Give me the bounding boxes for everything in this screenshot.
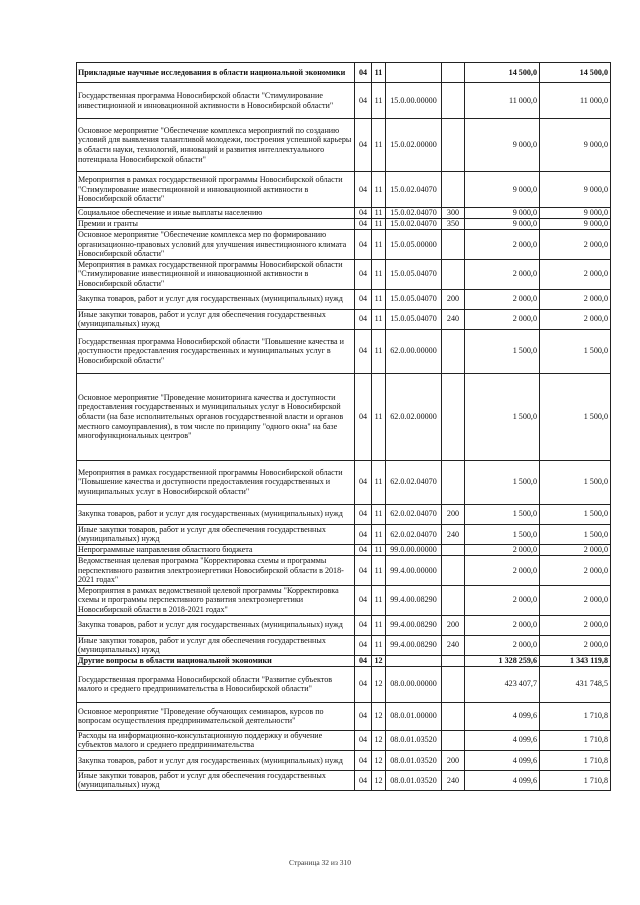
row-section: 04	[355, 83, 372, 119]
table-row	[77, 750, 611, 770]
row-name: Основное мероприятие "Обеспечение комплекса мероприятий по созданию условий для выявления талантливой молодежи, построения успешной карьеры в области науки, технологий, инноваций и развития интеллектуального потенциала Новосибирской области"	[77, 119, 355, 172]
row-amount-2020: 4 099,6	[465, 770, 540, 790]
row-section: 04	[355, 119, 372, 172]
row-amount-2021: 1 710,8	[540, 750, 611, 770]
row-amount-2020: 2 000,0	[465, 289, 540, 309]
table-row	[77, 289, 611, 309]
table-row	[77, 770, 611, 790]
row-expense-type	[442, 585, 465, 615]
row-amount-2021: 2 000,0	[540, 585, 611, 615]
row-expense-type: 200	[442, 615, 465, 635]
row-target-article: 08.0.00.00000	[386, 666, 442, 702]
row-section: 04	[355, 289, 372, 309]
row-subsection: 11	[372, 259, 386, 289]
row-section: 04	[355, 373, 372, 460]
row-amount-2020: 2 000,0	[465, 555, 540, 585]
row-subsection: 11	[372, 219, 386, 230]
row-amount-2020: 1 500,0	[465, 504, 540, 524]
row-section: 04	[355, 555, 372, 585]
row-name: Ведомственная целевая программа "Корректировка схемы и программы перспективного развития электроэнергетики Новосибирской области в 2018-2021 годах"	[77, 555, 355, 585]
table-row	[77, 460, 611, 504]
row-target-article: 99.4.00.08290	[386, 635, 442, 655]
row-name: Государственная программа Новосибирской области "Развитие субъектов малого и среднего предпринимательства в Новосибирской области"	[77, 666, 355, 702]
row-subsection: 11	[372, 615, 386, 635]
row-amount-2021: 1 500,0	[540, 504, 611, 524]
row-name: Закупка товаров, работ и услуг для государственных (муниципальных) нужд	[77, 615, 355, 635]
row-expense-type	[442, 259, 465, 289]
row-target-article: 99.4.00.00000	[386, 555, 442, 585]
row-target-article: 99.0.00.00000	[386, 544, 442, 555]
row-expense-type	[442, 373, 465, 460]
row-name: Премии и гранты	[77, 219, 355, 230]
row-name: Иные закупки товаров, работ и услуг для обеспечения государственных (муниципальных) нужд	[77, 524, 355, 544]
row-amount-2021: 9 000,0	[540, 208, 611, 219]
row-expense-type	[442, 63, 465, 83]
row-target-article: 15.0.05.04070	[386, 309, 442, 329]
row-amount-2020: 4 099,6	[465, 702, 540, 730]
row-amount-2021: 431 748,5	[540, 666, 611, 702]
row-subsection: 11	[372, 555, 386, 585]
row-expense-type	[442, 83, 465, 119]
row-amount-2020: 2 000,0	[465, 544, 540, 555]
table-row	[77, 309, 611, 329]
row-amount-2021: 1 710,8	[540, 730, 611, 750]
row-subsection: 11	[372, 309, 386, 329]
row-expense-type: 200	[442, 289, 465, 309]
row-name: Закупка товаров, работ и услуг для государственных (муниципальных) нужд	[77, 750, 355, 770]
row-subsection: 11	[372, 230, 386, 260]
row-section: 04	[355, 219, 372, 230]
row-expense-type	[442, 730, 465, 750]
row-amount-2021: 2 000,0	[540, 230, 611, 260]
row-section: 04	[355, 730, 372, 750]
row-name: Другие вопросы в области национальной экономики	[77, 655, 355, 666]
row-section: 04	[355, 504, 372, 524]
row-name: Государственная программа Новосибирской области "Повышение качества и доступности предоставления государственных и муниципальных услуг в Новосибирской области"	[77, 329, 355, 373]
row-subsection: 11	[372, 208, 386, 219]
row-name: Закупка товаров, работ и услуг для государственных (муниципальных) нужд	[77, 289, 355, 309]
row-subsection: 11	[372, 504, 386, 524]
row-expense-type: 240	[442, 635, 465, 655]
table-row	[77, 230, 611, 260]
table-row	[77, 585, 611, 615]
budget-table	[76, 62, 611, 791]
row-target-article	[386, 63, 442, 83]
row-section: 04	[355, 259, 372, 289]
row-subsection: 11	[372, 460, 386, 504]
row-subsection: 11	[372, 289, 386, 309]
row-target-article: 62.0.02.04070	[386, 460, 442, 504]
table-row	[77, 524, 611, 544]
row-name: Закупка товаров, работ и услуг для государственных (муниципальных) нужд	[77, 504, 355, 524]
row-target-article: 08.0.01.03520	[386, 770, 442, 790]
row-expense-type	[442, 329, 465, 373]
row-amount-2020: 2 000,0	[465, 635, 540, 655]
table-row	[77, 119, 611, 172]
row-amount-2020: 9 000,0	[465, 119, 540, 172]
row-target-article: 08.0.01.03520	[386, 730, 442, 750]
row-amount-2021: 1 343 119,8	[540, 655, 611, 666]
row-target-article: 08.0.01.03520	[386, 750, 442, 770]
row-target-article: 62.0.00.00000	[386, 329, 442, 373]
row-amount-2021: 2 000,0	[540, 635, 611, 655]
row-name: Иные закупки товаров, работ и услуг для обеспечения государственных (муниципальных) нужд	[77, 635, 355, 655]
row-section: 04	[355, 655, 372, 666]
row-expense-type: 240	[442, 309, 465, 329]
page-footer	[0, 858, 640, 867]
row-name: Мероприятия в рамках государственной программы Новосибирской области "Повышение качества и доступности предоставления государственных и муниципальных услуг в Новосибирской области"	[77, 460, 355, 504]
row-amount-2021: 2 000,0	[540, 555, 611, 585]
row-subsection: 12	[372, 655, 386, 666]
table-row	[77, 702, 611, 730]
row-amount-2021: 2 000,0	[540, 259, 611, 289]
row-section: 04	[355, 585, 372, 615]
row-amount-2020: 9 000,0	[465, 219, 540, 230]
table-row	[77, 730, 611, 750]
row-expense-type: 200	[442, 750, 465, 770]
row-amount-2021: 1 500,0	[540, 373, 611, 460]
row-section: 04	[355, 230, 372, 260]
row-subsection: 12	[372, 750, 386, 770]
row-target-article: 62.0.02.00000	[386, 373, 442, 460]
row-amount-2021: 1 500,0	[540, 524, 611, 544]
row-target-article: 15.0.05.04070	[386, 289, 442, 309]
row-amount-2020: 1 500,0	[465, 524, 540, 544]
row-target-article: 99.4.00.08290	[386, 615, 442, 635]
row-name: Иные закупки товаров, работ и услуг для обеспечения государственных (муниципальных) нужд	[77, 309, 355, 329]
row-amount-2020: 423 407,7	[465, 666, 540, 702]
table-row	[77, 373, 611, 460]
row-name: Основное мероприятие "Проведение обучающих семинаров, курсов по вопросам осуществления предпринимательской деятельности"	[77, 702, 355, 730]
row-expense-type	[442, 119, 465, 172]
row-expense-type: 300	[442, 208, 465, 219]
row-name: Государственная программа Новосибирской области "Стимулирование инвестиционной и инновационной активности в Новосибирской области"	[77, 83, 355, 119]
row-amount-2021: 1 710,8	[540, 770, 611, 790]
budget-table-container	[76, 62, 610, 791]
row-expense-type	[442, 666, 465, 702]
row-section: 04	[355, 309, 372, 329]
row-amount-2020: 2 000,0	[465, 259, 540, 289]
table-row	[77, 635, 611, 655]
row-section: 04	[355, 635, 372, 655]
row-target-article: 62.0.02.04070	[386, 524, 442, 544]
row-amount-2020: 1 328 259,6	[465, 655, 540, 666]
row-section: 04	[355, 524, 372, 544]
row-amount-2021: 2 000,0	[540, 309, 611, 329]
row-name: Мероприятия в рамках государственной программы Новосибирской области "Стимулирование инвестиционной и инновационной активности в Новосибирской области"	[77, 259, 355, 289]
row-target-article: 62.0.02.04070	[386, 504, 442, 524]
row-target-article: 99.4.00.08290	[386, 585, 442, 615]
row-name: Иные закупки товаров, работ и услуг для обеспечения государственных (муниципальных) нужд	[77, 770, 355, 790]
table-row	[77, 219, 611, 230]
row-target-article: 15.0.02.04070	[386, 219, 442, 230]
row-amount-2021: 2 000,0	[540, 289, 611, 309]
row-expense-type	[442, 172, 465, 208]
table-row	[77, 259, 611, 289]
row-subsection: 12	[372, 730, 386, 750]
row-amount-2020: 1 500,0	[465, 373, 540, 460]
row-amount-2021: 2 000,0	[540, 544, 611, 555]
row-expense-type	[442, 544, 465, 555]
row-subsection: 11	[372, 63, 386, 83]
row-target-article	[386, 655, 442, 666]
row-subsection: 11	[372, 635, 386, 655]
row-expense-type	[442, 655, 465, 666]
row-amount-2021: 14 500,0	[540, 63, 611, 83]
table-row	[77, 63, 611, 83]
row-section: 04	[355, 329, 372, 373]
row-section: 04	[355, 770, 372, 790]
row-section: 04	[355, 544, 372, 555]
table-row	[77, 329, 611, 373]
row-expense-type: 350	[442, 219, 465, 230]
row-amount-2021: 9 000,0	[540, 119, 611, 172]
row-subsection: 11	[372, 544, 386, 555]
row-name: Непрограммные направления областного бюджета	[77, 544, 355, 555]
row-target-article: 08.0.01.00000	[386, 702, 442, 730]
row-subsection: 12	[372, 666, 386, 702]
row-amount-2020: 9 000,0	[465, 208, 540, 219]
row-subsection: 11	[372, 585, 386, 615]
row-subsection: 11	[372, 83, 386, 119]
row-amount-2020: 9 000,0	[465, 172, 540, 208]
row-section: 04	[355, 750, 372, 770]
table-row	[77, 655, 611, 666]
row-name: Мероприятия в рамках ведомственной целевой программы "Корректировка схемы и программы перспективного развития электроэнергетики Новосибирской области в 2018-2021 годах"	[77, 585, 355, 615]
row-subsection: 11	[372, 119, 386, 172]
row-name: Социальное обеспечение и иные выплаты населению	[77, 208, 355, 219]
row-section: 04	[355, 63, 372, 83]
row-expense-type: 240	[442, 524, 465, 544]
row-amount-2020: 4 099,6	[465, 730, 540, 750]
row-amount-2020: 1 500,0	[465, 329, 540, 373]
row-amount-2021: 1 710,8	[540, 702, 611, 730]
table-row	[77, 172, 611, 208]
row-expense-type	[442, 230, 465, 260]
row-amount-2020: 2 000,0	[465, 585, 540, 615]
row-target-article: 15.0.02.04070	[386, 172, 442, 208]
row-expense-type	[442, 460, 465, 504]
row-subsection: 11	[372, 373, 386, 460]
row-amount-2021: 11 000,0	[540, 83, 611, 119]
page-number: Страница 32 из 310	[288, 858, 352, 867]
row-amount-2020: 4 099,6	[465, 750, 540, 770]
row-amount-2020: 2 000,0	[465, 615, 540, 635]
row-target-article: 15.0.05.00000	[386, 230, 442, 260]
row-name: Основное мероприятие "Проведение мониторинга качества и доступности предоставления государственных и муниципальных услуг в Новосибирской области (на базе исполнительных органов государственной власти и органов местного самоуправления), в том числе по принципу "одного окна" на базе многофункциональных центров"	[77, 373, 355, 460]
row-section: 04	[355, 460, 372, 504]
row-name: Прикладные научные исследования в области национальной экономики	[77, 63, 355, 83]
row-amount-2020: 2 000,0	[465, 309, 540, 329]
table-row	[77, 504, 611, 524]
row-subsection: 11	[372, 524, 386, 544]
row-amount-2020: 1 500,0	[465, 460, 540, 504]
row-expense-type: 240	[442, 770, 465, 790]
row-section: 04	[355, 172, 372, 208]
row-expense-type	[442, 702, 465, 730]
row-target-article: 15.0.00.00000	[386, 83, 442, 119]
row-amount-2021: 1 500,0	[540, 460, 611, 504]
row-amount-2021: 9 000,0	[540, 219, 611, 230]
row-section: 04	[355, 702, 372, 730]
row-target-article: 15.0.02.04070	[386, 208, 442, 219]
row-section: 04	[355, 615, 372, 635]
table-row	[77, 615, 611, 635]
row-expense-type: 200	[442, 504, 465, 524]
row-name: Основное мероприятие "Обеспечение комплекса мер по формированию организационно-правовых условий для улучшения инвестиционного климата Новосибирской области"	[77, 230, 355, 260]
row-amount-2020: 14 500,0	[465, 63, 540, 83]
row-section: 04	[355, 208, 372, 219]
row-name: Расходы на информационно-консультационную поддержку и обучение субъектов малого и среднего предпринимательства	[77, 730, 355, 750]
budget-table-body	[77, 63, 611, 791]
row-subsection: 11	[372, 329, 386, 373]
row-amount-2020: 2 000,0	[465, 230, 540, 260]
row-amount-2021: 2 000,0	[540, 615, 611, 635]
row-expense-type	[442, 555, 465, 585]
table-row	[77, 83, 611, 119]
table-row	[77, 208, 611, 219]
row-subsection: 12	[372, 770, 386, 790]
table-row	[77, 544, 611, 555]
row-target-article: 15.0.05.04070	[386, 259, 442, 289]
row-section: 04	[355, 666, 372, 702]
row-amount-2021: 9 000,0	[540, 172, 611, 208]
row-subsection: 12	[372, 702, 386, 730]
table-row	[77, 666, 611, 702]
row-subsection: 11	[372, 172, 386, 208]
row-amount-2021: 1 500,0	[540, 329, 611, 373]
row-name: Мероприятия в рамках государственной программы Новосибирской области "Стимулирование инвестиционной и инновационной активности в Новосибирской области"	[77, 172, 355, 208]
table-row	[77, 555, 611, 585]
row-target-article: 15.0.02.00000	[386, 119, 442, 172]
row-amount-2020: 11 000,0	[465, 83, 540, 119]
